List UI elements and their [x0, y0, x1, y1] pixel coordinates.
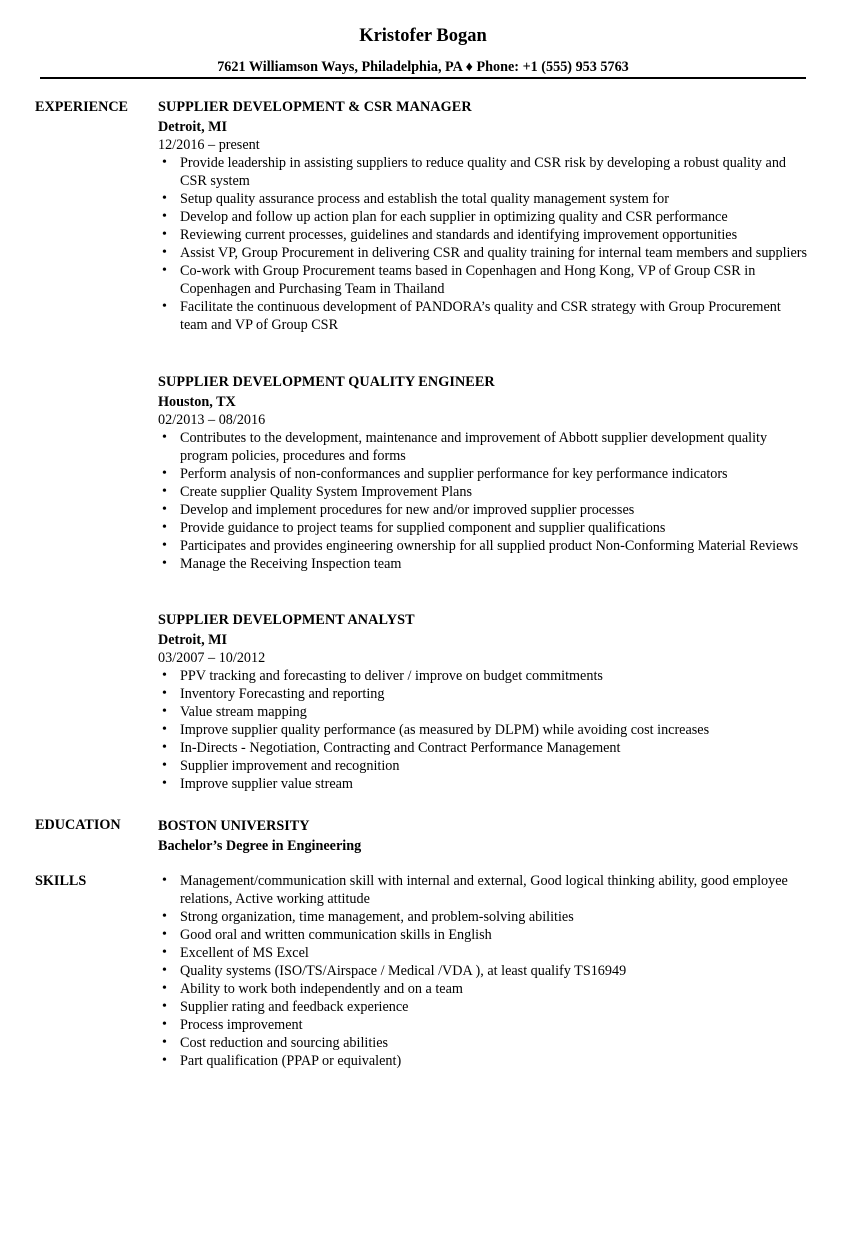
bullet-icon: • [162, 722, 167, 737]
list-item [158, 190, 808, 208]
header-divider [40, 77, 806, 79]
job-bullets [158, 154, 808, 334]
job-entry [158, 373, 808, 573]
bullet-icon: • [162, 686, 167, 701]
bullet-text: Create supplier Quality System Improvement Plans [180, 484, 472, 500]
bullet-text: Participates and provides engineering ownership for all supplied product Non-Conforming Material Reviews [180, 538, 799, 554]
bullet-icon: • [162, 873, 167, 888]
bullet-icon: • [162, 502, 167, 517]
list-item [158, 226, 808, 244]
bullet-icon: • [162, 704, 167, 719]
job-bullets [158, 429, 808, 573]
bullet-icon: • [162, 776, 167, 791]
bullet-icon: • [162, 556, 167, 571]
list-item [158, 1034, 808, 1052]
bullet-text: Co-work with Group Procurement teams based in Copenhagen and Hong Kong, VP of Group CSR in Copenhagen and Purchasing Team in Thailand [180, 263, 756, 297]
list-item [158, 555, 808, 573]
bullet-text: Manage the Receiving Inspection team [180, 556, 402, 572]
bullet-icon: • [162, 927, 167, 942]
bullet-text: PPV tracking and forecasting to deliver / improve on budget commitments [180, 668, 603, 684]
skill-text: Cost reduction and sourcing abilities [180, 1035, 389, 1051]
bullet-icon: • [162, 263, 167, 278]
job-dates: 02/2013 – 08/2016 [158, 412, 266, 428]
job-title: SUPPLIER DEVELOPMENT QUALITY ENGINEER [158, 374, 495, 390]
bullet-icon: • [162, 740, 167, 755]
bullet-icon: • [162, 245, 167, 260]
list-item [158, 685, 808, 703]
list-item [158, 262, 808, 298]
bullet-text: Provide guidance to project teams for supplied component and supplier qualifications [180, 520, 666, 536]
bullet-icon: • [162, 1053, 167, 1068]
list-item [158, 775, 808, 793]
job-entry [158, 611, 808, 793]
bullet-text: Contributes to the development, maintenance and improvement of Abbott supplier development quality program policies, procedures and forms [180, 430, 768, 464]
job-title: SUPPLIER DEVELOPMENT ANALYST [158, 612, 415, 628]
bullet-icon: • [162, 1017, 167, 1032]
skill-text: Management/communication skill with internal and external, Good logical thinking ability, good employee relations, Active working attitude [180, 873, 788, 907]
skill-text: Process improvement [180, 1017, 303, 1033]
bullet-icon: • [162, 227, 167, 242]
list-item [158, 519, 808, 537]
bullet-text: Facilitate the continuous development of PANDORA’s quality and CSR strategy with Group Procurement team and VP of Group CSR [180, 299, 781, 333]
job-dates: 12/2016 – present [158, 137, 260, 153]
degree: Bachelor’s Degree in Engineering [158, 838, 362, 854]
job-location: Detroit, MI [158, 632, 228, 648]
education-heading: EDUCATION [35, 817, 121, 833]
bullet-text: Provide leadership in assisting suppliers to reduce quality and CSR risk by developing a robust quality and CSR system [180, 155, 787, 189]
bullet-icon: • [162, 999, 167, 1014]
skill-text: Excellent of MS Excel [180, 945, 309, 961]
list-item [158, 872, 808, 908]
skill-text: Supplier rating and feedback experience [180, 999, 409, 1015]
bullet-text: Develop and implement procedures for new and/or improved supplier processes [180, 502, 635, 518]
bullet-text: In-Directs - Negotiation, Contracting and Contract Performance Management [180, 740, 621, 756]
bullet-text: Perform analysis of non-conformances and supplier performance for key performance indicators [180, 466, 728, 482]
skill-text: Part qualification (PPAP or equivalent) [180, 1053, 402, 1069]
bullet-text: Improve supplier value stream [180, 776, 353, 792]
list-item [158, 944, 808, 962]
list-item [158, 429, 808, 465]
skill-text: Ability to work both independently and on a team [180, 981, 463, 997]
bullet-text: Improve supplier quality performance (as measured by DLPM) while avoiding cost increases [180, 722, 710, 738]
skills-entry [158, 872, 808, 1070]
bullet-icon: • [162, 668, 167, 683]
list-item [158, 739, 808, 757]
bullet-icon: • [162, 466, 167, 481]
bullet-text: Assist VP, Group Procurement in delivering CSR and quality training for internal team members and suppliers [180, 245, 808, 261]
bullet-icon: • [162, 484, 167, 499]
skills-list [158, 872, 808, 1070]
list-item [158, 537, 808, 555]
bullet-icon: • [162, 299, 167, 314]
list-item [158, 926, 808, 944]
job-dates: 03/2007 – 10/2012 [158, 650, 266, 666]
bullet-icon: • [162, 520, 167, 535]
bullet-icon: • [162, 191, 167, 206]
bullet-text: Inventory Forecasting and reporting [180, 686, 385, 702]
skill-text: Good oral and written communication skills in English [180, 927, 492, 943]
bullet-icon: • [162, 155, 167, 170]
list-item [158, 908, 808, 926]
job-title: SUPPLIER DEVELOPMENT & CSR MANAGER [158, 99, 472, 115]
bullet-text: Value stream mapping [180, 704, 307, 720]
candidate-name: Kristofer Bogan [359, 26, 487, 46]
job-entry [158, 98, 808, 334]
list-item [158, 980, 808, 998]
bullet-icon: • [162, 430, 167, 445]
bullet-icon: • [162, 981, 167, 996]
list-item [158, 483, 808, 501]
list-item [158, 703, 808, 721]
job-location: Detroit, MI [158, 119, 228, 135]
list-item [158, 757, 808, 775]
list-item [158, 962, 808, 980]
bullet-text: Supplier improvement and recognition [180, 758, 400, 774]
job-location: Houston, TX [158, 394, 236, 410]
list-item [158, 244, 808, 262]
list-item [158, 298, 808, 334]
bullet-text: Develop and follow up action plan for each supplier in optimizing quality and CSR performance [180, 209, 728, 225]
list-item [158, 501, 808, 519]
bullet-icon: • [162, 945, 167, 960]
list-item [158, 1052, 808, 1070]
list-item [158, 998, 808, 1016]
bullet-icon: • [162, 963, 167, 978]
bullet-icon: • [162, 209, 167, 224]
bullet-icon: • [162, 538, 167, 553]
education-entry [158, 817, 808, 855]
skill-text: Strong organization, time management, and problem-solving abilities [180, 909, 574, 925]
bullet-icon: • [162, 1035, 167, 1050]
skills-heading: SKILLS [35, 873, 87, 889]
bullet-text: Setup quality assurance process and establish the total quality management system for [180, 191, 669, 207]
job-bullets [158, 667, 808, 793]
list-item [158, 721, 808, 739]
skill-text: Quality systems (ISO/TS/Airspace / Medical /VDA ), at least qualify TS16949 [180, 963, 627, 979]
experience-heading: EXPERIENCE [35, 99, 129, 115]
list-item [158, 154, 808, 190]
school-name: BOSTON UNIVERSITY [158, 818, 310, 834]
list-item [158, 465, 808, 483]
bullet-text: Reviewing current processes, guidelines and standards and identifying improvement opportunities [180, 227, 738, 243]
list-item [158, 667, 808, 685]
bullet-icon: • [162, 909, 167, 924]
list-item [158, 208, 808, 226]
list-item [158, 1016, 808, 1034]
contact-line: 7621 Williamson Ways, Philadelphia, PA ♦ Phone: +1 (555) 953 5763 [217, 59, 629, 75]
bullet-icon: • [162, 758, 167, 773]
